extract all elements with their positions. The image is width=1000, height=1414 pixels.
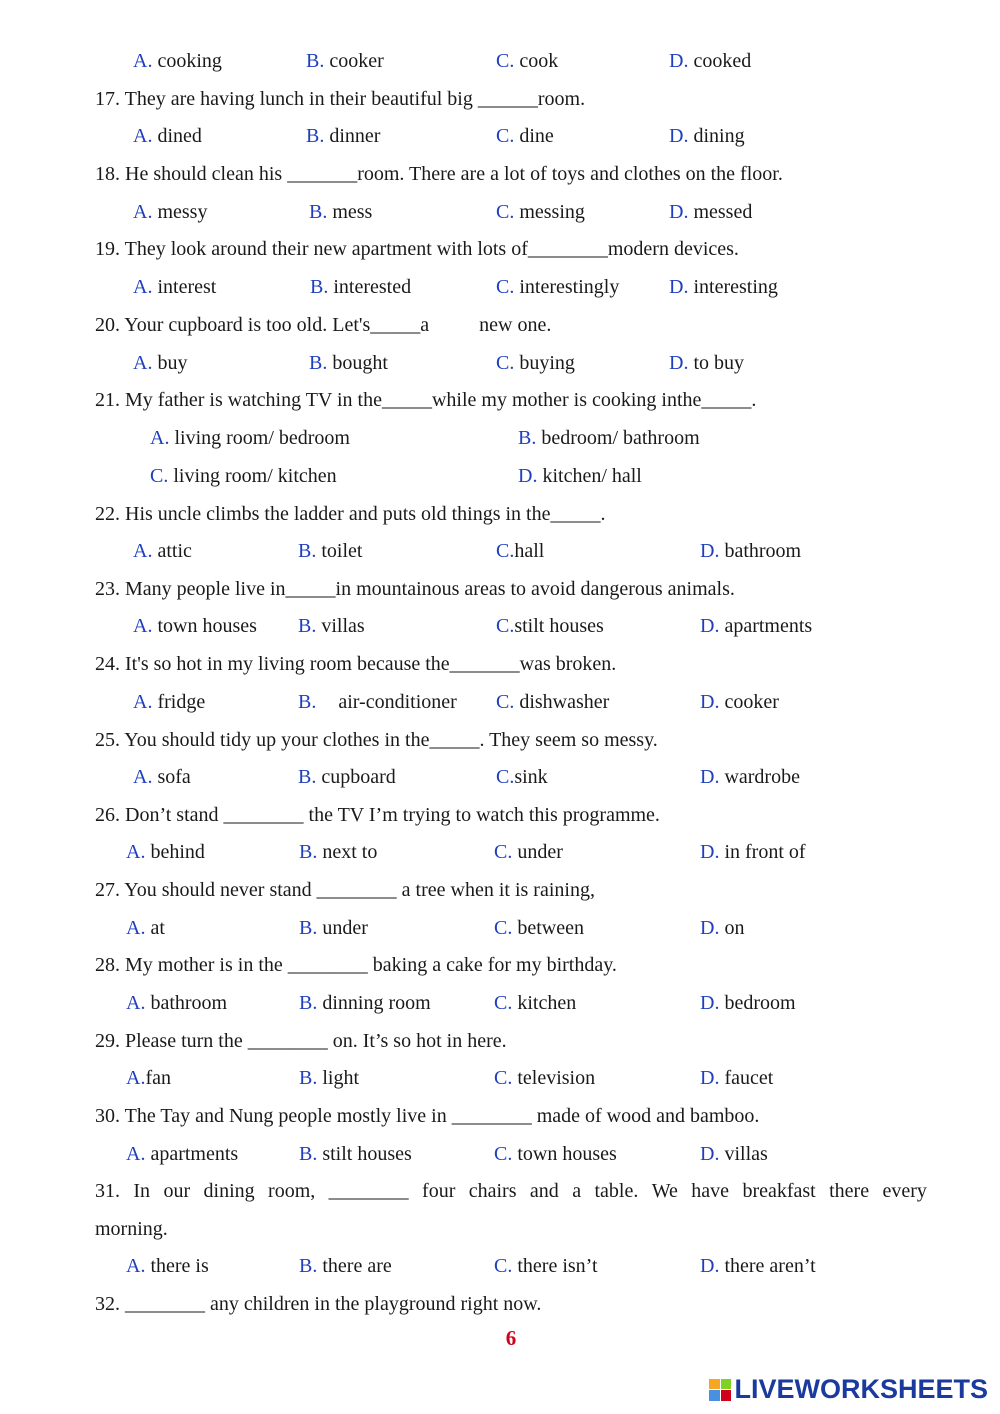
q16-option-a: A. cooking (133, 50, 222, 72)
question-17: 17. They are having lunch in their beautiful big ______room. (95, 88, 586, 110)
q16-option-b: B. cooker (306, 50, 384, 72)
logo-grid-icon (709, 1379, 731, 1401)
q29-option-b: B. light (299, 1067, 360, 1089)
question-24: 24. It's so hot in my living room because the_______was broken. (95, 653, 617, 675)
question-32: 32. ________ any children in the playground right now. (95, 1293, 542, 1315)
q30-option-a: A. apartments (126, 1143, 239, 1165)
question-25: 25. You should tidy up your clothes in the_____. They seem so messy. (95, 729, 658, 751)
q22-option-a: A. attic (133, 540, 192, 562)
q26-option-d: D. in front of (700, 841, 806, 863)
page-number: 6 (505, 1326, 517, 1350)
q17-option-b: B. dinner (306, 125, 381, 147)
liveworksheets-logo (709, 1374, 988, 1405)
question-20: 20. Your cupboard is too old. Let's_____a new one. (95, 314, 552, 336)
q25-option-b: B. cupboard (298, 766, 396, 788)
q28-option-a: A. bathroom (126, 992, 228, 1014)
q29-option-c: C. television (494, 1067, 596, 1089)
q30-option-c: C. town houses (494, 1143, 617, 1165)
q26-option-a: A. behind (126, 841, 205, 863)
q24-option-c: C. dishwasher (496, 691, 610, 713)
q23-option-b: B. villas (298, 615, 365, 637)
q25-option-c: C.sink (496, 766, 548, 788)
q17-option-a: A. dined (133, 125, 202, 147)
q19-option-c: C. interestingly (496, 276, 620, 298)
q26-option-c: C. under (494, 841, 563, 863)
q16-option-c: C. cook (496, 50, 559, 72)
q20-option-b: B. bought (309, 352, 388, 374)
q18-option-b: B. mess (309, 201, 373, 223)
q19-option-d: D. interesting (669, 276, 778, 298)
q24-option-a: A. fridge (133, 691, 206, 713)
q23-option-c: C.stilt houses (496, 615, 604, 637)
question-28: 28. My mother is in the ________ baking a cake for my birthday. (95, 954, 617, 976)
q22-option-b: B. toilet (298, 540, 363, 562)
question-23: 23. Many people live in_____in mountainous areas to avoid dangerous animals. (95, 578, 735, 600)
q29-option-a: A.fan (126, 1067, 171, 1089)
q18-option-c: C. messing (496, 201, 585, 223)
question-31-continued: morning. (95, 1218, 168, 1240)
q25-option-d: D. wardrobe (700, 766, 800, 788)
q27-option-d: D. on (700, 917, 745, 939)
q22-option-d: D. bathroom (700, 540, 802, 562)
q25-option-a: A. sofa (133, 766, 191, 788)
q29-option-d: D. faucet (700, 1067, 774, 1089)
question-22: 22. His uncle climbs the ladder and puts old things in the_____. (95, 503, 606, 525)
question-18: 18. He should clean his _______room. There are a lot of toys and clothes on the floor. (95, 163, 783, 185)
q27-option-c: C. between (494, 917, 584, 939)
q21-option-d: D. kitchen/ hall (518, 465, 642, 487)
q27-option-a: A. at (126, 917, 165, 939)
question-19: 19. They look around their new apartment with lots of________modern devices. (95, 238, 739, 260)
q22-option-c: C.hall (496, 540, 545, 562)
q16-option-d: D. cooked (669, 50, 752, 72)
question-27: 27. You should never stand ________ a tree when it is raining, (95, 879, 595, 901)
q30-option-d: D. villas (700, 1143, 768, 1165)
q24-option-d: D. cooker (700, 691, 779, 713)
q17-option-c: C. dine (496, 125, 554, 147)
q31-option-a: A. there is (126, 1255, 209, 1277)
question-21: 21. My father is watching TV in the_____while my mother is cooking inthe_____. (95, 389, 757, 411)
q21-option-c: C. living room/ kitchen (150, 465, 337, 487)
q27-option-b: B. under (299, 917, 368, 939)
q21-option-b: B. bedroom/ bathroom (518, 427, 700, 449)
q28-option-b: B. dinning room (299, 992, 431, 1014)
q28-option-d: D. bedroom (700, 992, 796, 1014)
q19-option-a: A. interest (133, 276, 217, 298)
question-31: 31. In our dining room, ________ four chairs and a table. We have breakfast there every (95, 1180, 927, 1202)
q17-option-d: D. dining (669, 125, 745, 147)
q21-option-a: A. living room/ bedroom (150, 427, 350, 449)
q20-option-a: A. buy (133, 352, 188, 374)
q30-option-b: B. stilt houses (299, 1143, 412, 1165)
q20-option-c: C. buying (496, 352, 575, 374)
q23-option-d: D. apartments (700, 615, 813, 637)
q31-option-b: B. there are (299, 1255, 392, 1277)
q24-option-b: B. air-conditioner (298, 691, 457, 713)
q18-option-d: D. messed (669, 201, 753, 223)
q28-option-c: C. kitchen (494, 992, 577, 1014)
q19-option-b: B. interested (310, 276, 412, 298)
q31-option-d: D. there aren’t (700, 1255, 816, 1277)
logo-text: LIVEWORKSHEETS (734, 1374, 988, 1404)
q31-option-c: C. there isn’t (494, 1255, 598, 1277)
q20-option-d: D. to buy (669, 352, 745, 374)
q26-option-b: B. next to (299, 841, 378, 863)
q23-option-a: A. town houses (133, 615, 257, 637)
question-30: 30. The Tay and Nung people mostly live in ________ made of wood and bamboo. (95, 1105, 760, 1127)
question-26: 26. Don’t stand ________ the TV I’m trying to watch this programme. (95, 804, 660, 826)
q18-option-a: A. messy (133, 201, 208, 223)
question-29: 29. Please turn the ________ on. It’s so hot in here. (95, 1030, 507, 1052)
